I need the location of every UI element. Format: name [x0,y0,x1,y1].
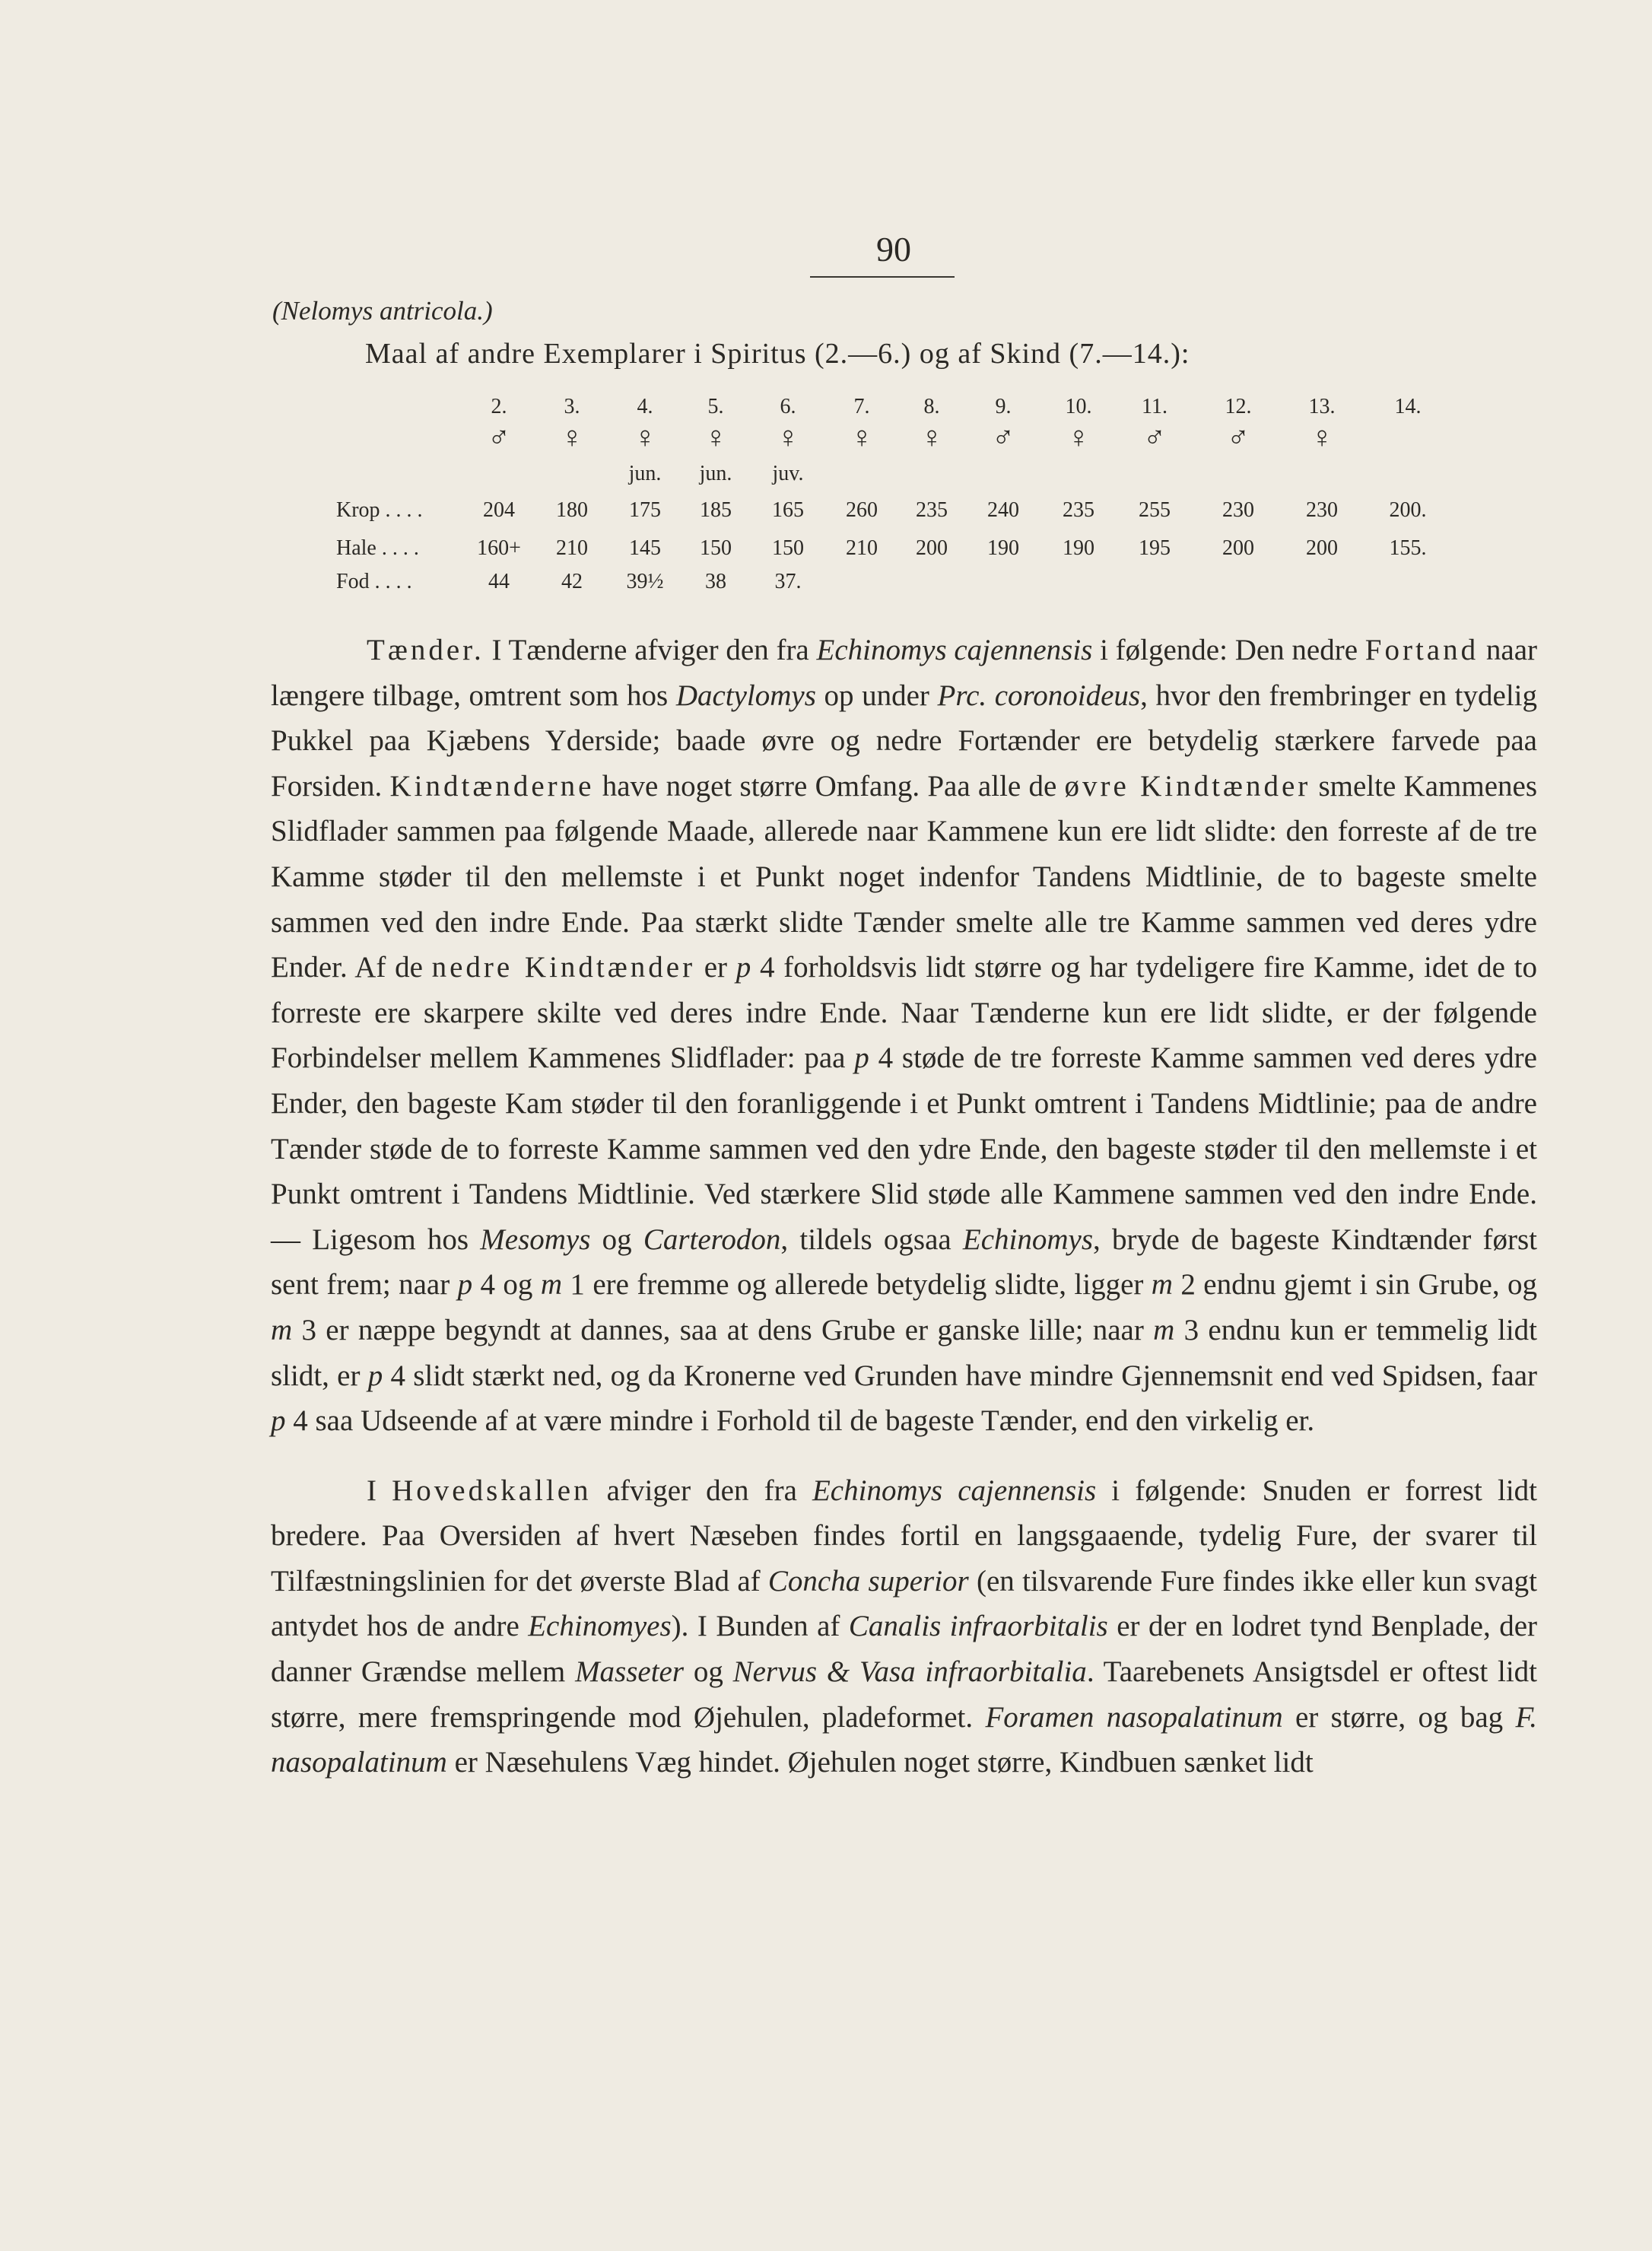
table-cell: 185 [700,498,732,522]
table-cell: 255 [1139,498,1171,522]
table-column-sex: ♀ [1067,420,1090,454]
text-run: 4 støde de tre forreste Kamme sammen ved deres ydre Ender, den bageste Kam støder til den foranliggende i et Punkt omtrent i Tandens Midtlinie; paa de andre Tænder støde de to forreste Kamme sammen ved den ydre Ende, den bageste støder til den mellemste i et Punkt omtrent i Tandens Midtlinie. Ved stærkere Slid støde alle Kammene sammen ved den indre Ende. — Ligesom hos [271,1041,1537,1256]
body-text [271,628,1537,1785]
text-run: naar længere tilbage, omtrent som hos [271,634,1537,712]
italic-term: m [1151,1268,1173,1302]
table-cell: 210 [556,536,588,560]
table-cell: 235 [1063,498,1094,522]
table-cell: 210 [846,536,878,560]
text-run: er der en lodret tynd Benplade, der danner Grændse mellem [271,1610,1537,1689]
italic-term: Echinomyes [528,1610,672,1643]
italic-term: Prc. coronoideus [937,679,1141,712]
table-cell: 42 [561,570,583,593]
table-cell: 44 [488,570,510,593]
table-column-sex: ♂ [1227,420,1250,454]
table-column-number: 8. [923,395,940,418]
table-cell: 260 [846,498,878,522]
table-column-number: 2. [491,395,507,418]
spaced-term: nedre Kindtænder [431,951,696,984]
table-cell: 230 [1306,498,1338,522]
table-column-number: 12. [1225,395,1252,418]
body-paragraph [271,628,1537,1444]
text-run: 3 endnu kun er temmelig lidt slidt, er [271,1313,1537,1392]
table-column-sex: ♀ [777,420,799,454]
spaced-term: Kindtænderne [389,769,595,803]
table-column-sex: ♀ [850,420,873,454]
table-column-number: 9. [995,395,1012,418]
table-column-number: 4. [637,395,653,418]
table-column-note: jun. [699,462,732,485]
text-run: 3 er næppe begyndt at dannes, saa at dens Grube er ganske lille; naar [292,1313,1154,1346]
table-column-note: jun. [628,462,662,485]
italic-term: Echinomys cajennensis [812,1474,1097,1507]
table-column-number: 10. [1065,395,1092,418]
table-column-number: 6. [780,395,796,418]
text-run: 1 ere fremme og allerede betydelig slidte, ligger [562,1268,1152,1302]
table-column-sex: ♀ [634,420,656,454]
table-column-sex: ♂ [488,420,510,454]
table-cell: 160+ [477,536,521,560]
table-cell: 165 [772,498,804,522]
text-run: 4 forholdsvis lidt større og har tydeligere fire Kamme, idet de to forreste ere skarpere skilte ved deres indre Ende. Naar Tænderne kun ere lidt slidte, er der følgende Forbindelser mellem Kammenes Slidflader: paa [271,951,1537,1075]
italic-term: m [1153,1313,1175,1346]
table-cell: 38 [705,570,726,593]
italic-term: m [271,1313,293,1346]
italic-term: Carterodon [643,1222,781,1256]
text-run: . Taarebenets Ansigtsdel er oftest lidt større, mere fremspringende mod Øjehulen, pladeformet. [271,1655,1538,1734]
italic-term: Echinomys [962,1222,1094,1256]
table-cell: 200. [1389,498,1427,522]
text-run: smelte Kammenes Slidflader sammen paa følgende Maade, allerede naar Kammene kun ere lidt slidte: den forreste af de tre Kamme støder til den mellemste i et Punkt noget indenfor Tandens Midtlinie, de to bageste smelte sammen ved den indre Ende. Paa stærkt slidte Tænder smelte alle tre Kamme sammen ved deres ydre Ender. Af de [271,769,1538,984]
spaced-term: Fortand [1364,634,1479,666]
text-run: 2 endnu gjemt i sin Grube, og [1172,1268,1538,1302]
italic-term: F. nasopalatinum [271,1700,1538,1779]
text-run: er større, og bag [1282,1700,1516,1734]
table-cell: 190 [1063,536,1094,560]
table-column-sex: ♂ [992,420,1015,454]
text-run: 4 slidt stærkt ned, og da Kronerne ved Grunden have mindre Gjennemsnit end ved Spidsen, faar [383,1359,1537,1392]
italic-term: p [854,1041,869,1075]
table-cell: 235 [916,498,948,522]
italic-term: Canalis infraorbitalis [848,1610,1108,1643]
italic-term: p [457,1268,473,1302]
table-cell: 240 [987,498,1019,522]
table-column-number: 11. [1142,395,1168,418]
table-row-label: Hale . . . . [336,536,419,560]
italic-term: Mesomys [480,1222,591,1256]
italic-term: m [540,1268,563,1302]
text-run: er [695,951,736,984]
text-run: og [684,1655,733,1689]
spaced-term: Tænder. [367,634,484,666]
body-paragraph [271,1468,1537,1785]
spaced-term: øvre Kindtænder [1064,769,1311,803]
table-cell: 190 [987,536,1019,560]
text-run: I Tænderne afviger den fra [484,634,817,666]
measurements-table [0,0,1652,609]
spaced-term: Hovedskallen [392,1474,592,1507]
table-cell: 204 [483,498,515,522]
species-heading: (Nelomys antricola.) [272,296,493,326]
text-run: er Næsehulens Væg hindet. Øjehulen noget større, Kindbuen sænket lidt [446,1746,1314,1779]
page-number: 90 [876,230,911,269]
table-column-number: 14. [1394,395,1422,418]
text-run: , tildels ogsaa [780,1222,963,1256]
text-run: 4 og [472,1268,541,1302]
italic-term: Foramen nasopalatinum [985,1700,1283,1734]
italic-term: Dactylomys [675,679,816,712]
table-cell: 155. [1389,536,1427,560]
table-column-sex: ♀ [561,420,583,454]
table-column-sex: ♂ [1143,420,1166,454]
measurements-intro: Maal af andre Exemplarer i Spiritus (2.—6.) og af Skind (7.—14.): [365,338,1190,370]
italic-term: Masseter [575,1655,685,1689]
text-run: ). I Bunden af [671,1610,849,1643]
text-run: op under [815,679,938,712]
table-column-sex: ♀ [704,420,727,454]
table-column-number: 3. [564,395,580,418]
text-run: 4 saa Udseende af at være mindre i Forhold til de bageste Tænder, end den virkelig er. [285,1404,1315,1438]
text-run: have noget større Omfang. Paa alle de [594,769,1065,803]
table-cell: 145 [629,536,661,560]
italic-term: p [367,1359,383,1392]
table-cell: 175 [629,498,661,522]
table-cell: 150 [772,536,804,560]
table-column-number: 13. [1308,395,1336,418]
italic-term: p [735,951,751,984]
text-run: , hvor den frembringer en tydelig Pukkel paa Kjæbens Yderside; baade øvre og nedre Fortænder ere betydelig stærkere farvede paa Forsiden. [271,679,1537,803]
table-cell: 200 [1306,536,1338,560]
table-cell: 37. [774,570,802,593]
italic-term: Concha superior [767,1564,969,1598]
table-cell: 200 [1222,536,1254,560]
text-run: , bryde de bageste Kindtænder først sent frem; naar [271,1222,1538,1302]
table-cell: 150 [700,536,732,560]
italic-term: Nervus & Vasa infraorbitalia [732,1655,1087,1689]
table-row-label: Krop . . . . [336,498,423,522]
italic-term: Echinomys cajennensis [816,634,1093,666]
table-cell: 200 [916,536,948,560]
table-cell: 180 [556,498,588,522]
table-cell: 39½ [626,570,664,593]
text-run: i følgende: Snuden er forrest lidt bredere. Paa Oversiden af hvert Næseben findes fortil en langsgaaende, tydelig Fure, der svarer til Tilfæstningslinien for det øverste Blad af [271,1474,1537,1598]
table-column-sex: ♀ [1310,420,1333,454]
text-run: i følgende: Den nedre [1092,634,1365,666]
table-cell: 230 [1222,498,1254,522]
italic-term: p [271,1404,286,1438]
text-run: afviger den fra [591,1474,812,1507]
table-column-number: 7. [853,395,870,418]
table-cell: 195 [1139,536,1171,560]
table-column-sex: ♀ [920,420,943,454]
text-run: og [590,1222,643,1256]
text-run: I [367,1474,392,1507]
table-column-number: 5. [707,395,724,418]
table-column-note: juv. [772,462,804,485]
text-run: (en tilsvarende Fure findes ikke eller kun svagt antydet hos de andre [271,1564,1537,1643]
table-row-label: Fod . . . . [336,570,412,593]
